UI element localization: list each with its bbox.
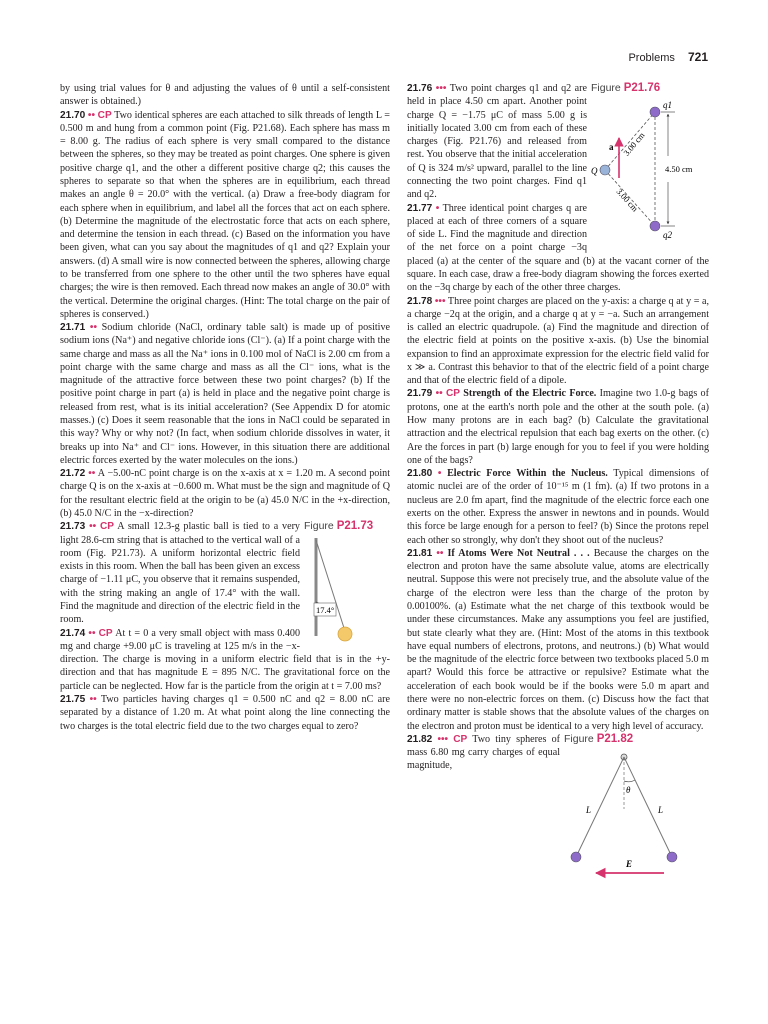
- left-column: [60, 82, 390, 733]
- length-label-right: L: [658, 804, 664, 815]
- problem-text: Imagine two 1.0-g bags of protons, one at the earth's north pole and the other at the south pole. (a) How many protons are in each bag? (b) Calculate the gravitational attraction and the electrical repulsion that each bag exerts on the other. (c) Are the forces in part (b) large enough for you to feel if you were holding one of the bags?: [407, 388, 709, 466]
- difficulty-dots: ••: [435, 388, 443, 400]
- figure-p21-82: [564, 733, 709, 883]
- page-number: 721: [687, 50, 708, 64]
- figure-number: P21.76: [623, 82, 661, 94]
- problem-title: Strength of the Electric Force.: [463, 388, 597, 400]
- problem-number: 21.71: [60, 322, 86, 334]
- sphere-left: [571, 852, 581, 862]
- problem-text: Because the charges on the electron and proton have the same absolute value, atoms are electrically neutral. Suppose this were not precisely true, and the absolute value of the charge of the electron were less than the charge of the proton by 0.00100%. (a) Estimate what the net charge of this textbook would be under these circumstances. Make any assumptions you feel are justified, but state clearly what they are. (Hint: Most of the atoms in this textbook have equal numbers of electrons, protons, and neutrons.) (b) What would be the magnitude of the electric force between two textbooks placed 5.0 m apart? Would this force be attractive or repulsive? Estimate what the acceleration of each book would be if the books were 5.0 m apart and there were no non-electric forces on them. (c) Discuss how the fact that ordinary matter is stable shows that the absolute values of the charges on the electron and proton must be identical to a very high level of accuracy.: [407, 547, 709, 732]
- problem-21-73: [60, 520, 390, 626]
- problem-21-70: [60, 109, 390, 322]
- figure-label: [591, 82, 660, 94]
- difficulty-dots: ••: [89, 521, 97, 533]
- figure-word: Figure: [564, 732, 594, 745]
- problem-text: Two identical spheres are each attached to silk threads of length L = 0.500 m and hung from a common point (Fig. P21.68). Each sphere has mass m = 8.00 g. The radius of each sphere is very small compared to the distance between the spheres, so they may be treated as point charges. One sphere is given positive charge q1, and the other a different positive charge q2; this causes the spheres to separate so that when the spheres are in equilibrium, each thread makes an angle θ = 20.0° with the vertical. (a) Draw a free-body diagram for each sphere when in equilibrium, and label all the forces that act on each sphere. (b) Determine the magnitude of the electrostatic force that acts on each sphere, and determine the tension in each thread. (c) Based on the information you have been given, what can you say about the magnitudes of q1 and q2? Explain your answers. (d) A small wire is now connected between the spheres, allowing charge to be transferred from one sphere to the other until the two spheres have equal charges; the wire is then removed. Each thread now makes an angle of 30.0° with the vertical. Determine the original charges. (Hint: The total charge on the pair of spheres is conserved.): [60, 109, 390, 320]
- problem-21-72: [60, 467, 390, 520]
- difficulty-dots: ••: [89, 322, 97, 334]
- problem-text: Typical dimensions of atomic nuclei are of the order of 10⁻¹⁵ m (1 fm). (a) If two protons in a nucleus are 2.0 fm apart, find the magnitude of the electric force each one exerts on the other. Express the answer in newtons and in pounds. Would this force be large enough for a person to feel? (b) Since the protons repel each other so strongly, why don't they shoot out of the nucleus?: [407, 468, 709, 546]
- thread-left: [576, 757, 624, 857]
- problem-number: 21.74: [60, 627, 86, 639]
- theta-label: θ: [626, 784, 631, 795]
- difficulty-dots: ••: [89, 693, 97, 705]
- header-title: Problems: [628, 52, 675, 64]
- distance-label-2: 3.00 cm: [614, 186, 641, 214]
- thread-right: [624, 757, 672, 857]
- right-column: [407, 82, 709, 883]
- charge-q1-label: q1: [663, 100, 672, 110]
- continued-text: by using trial values for θ and adjusting the values of θ until a self-consistent answer is obtained.): [60, 83, 390, 108]
- figure-p21-73-drawing: [304, 536, 390, 642]
- cp-tag: CP: [97, 109, 112, 121]
- problem-21-71: [60, 321, 390, 467]
- problem-text: Two tiny spheres of mass 6.80 mg carry charges of equal magnitude,: [407, 733, 560, 772]
- problem-number: 21.76: [407, 83, 433, 94]
- problem-number: 21.82: [407, 733, 433, 745]
- problem-21-81: [407, 547, 709, 733]
- problem-21-75: [60, 693, 390, 733]
- running-header: [628, 50, 708, 64]
- figure-word: Figure: [304, 520, 334, 533]
- figure-number: P21.73: [336, 520, 374, 533]
- problem-number: 21.73: [60, 521, 86, 533]
- angle-arc: [624, 780, 635, 782]
- problem-title: Electric Force Within the Nucleus.: [447, 468, 608, 480]
- difficulty-dots: ••: [88, 627, 96, 639]
- problem-title: If Atoms Were Not Neutral . . .: [447, 547, 590, 559]
- problem-number: 21.72: [60, 468, 86, 480]
- figure-label: [304, 520, 373, 532]
- difficulty-dots: •: [435, 202, 440, 214]
- difficulty-dots: •••: [434, 295, 446, 307]
- problem-text: At t = 0 a very small object with mass 0.400 mg and charge +9.00 μC is traveling at 125 m/s in the −x-direction. The charge is moving in a uniform electric field that is in the +y-direction and that has magnitude E = 895 N/C. The gravitational force on the particle can be neglected. How far is the particle from the origin at t = 7.00 ms?: [60, 627, 390, 692]
- charge-q1: [650, 107, 660, 117]
- problem-number: 21.78: [407, 295, 433, 307]
- sphere-right: [667, 852, 677, 862]
- distance-label-1: 3.00 cm: [621, 130, 647, 158]
- charge-q2-label: q2: [663, 230, 672, 240]
- problem-number: 21.77: [407, 202, 433, 214]
- problem-text: Sodium chloride (NaCl, ordinary table salt) is made up of positive sodium ions (Na⁺) and negative chloride ions (Cl⁻). (a) If a point charge with the same charge and mass as all the Na⁺ ions in 0.100 mol of NaCl is 2.00 cm from a point charge with the same charge and mass as all the Cl⁻ ions, what is the magnitude of the attractive force between these two point charges? (b) If the positive point charge in part (a) is held in place and the negative point charge is released from rest, what is its initial acceleration? (See Appendix D for atomic masses.) (c) Does it seem reasonable that the ions in NaCl could be separated in this way? Why or why not? (In fact, when sodium chloride dissolves in water, it breaks up into Na⁺ and Cl⁻ ions. However, in this situation there are additional electric forces exerted by the water molecules on the ions.): [60, 322, 391, 466]
- problem-21-78: [407, 295, 709, 388]
- figure-p21-76-drawing: [591, 98, 709, 246]
- length-label-left: L: [586, 804, 592, 815]
- problem-number: 21.80: [407, 468, 433, 480]
- acceleration-label: a: [609, 142, 614, 152]
- separation-label: 4.50 cm: [665, 164, 693, 174]
- cp-tag: CP: [453, 733, 468, 745]
- difficulty-dots: •••: [437, 733, 449, 745]
- problem-21-80: [407, 467, 709, 547]
- problem-21-82: [407, 732, 709, 869]
- cp-tag: CP: [100, 521, 115, 533]
- problem-text: Three point charges are placed on the y-axis: a charge q at y = a, a charge −2q at the origin, and a charge q at y = −a. Such an arrangement is called an electric quadrupole. (a) Find the magnitude and direction of the electric field at points on the positive x-axis. (b) Use the binomial expansion to find an approximate expression for the electric field valid for x ≫ a. Contrast this behavior to that of the electric field of a point charge and that of the electric field of a dipole.: [407, 295, 710, 387]
- charge-q2: [650, 221, 660, 231]
- difficulty-dots: •: [437, 468, 442, 480]
- charge-Q-label: Q: [591, 166, 598, 176]
- field-label: E: [626, 858, 633, 869]
- problem-number: 21.75: [60, 693, 86, 705]
- problem-text: A small 12.3-g plastic ball is tied to a very light 28.6-cm string that is attached to the vertical wall of a room (Fig. P21.73). A uniform horizontal electric field exists in this room. When the ball has been given an excess charge of −1.11 μC, you observe that it remains suspended, with the string making an angle of 17.4° with the wall. Find the magnitude and direction of the electric field in the room.: [60, 521, 300, 626]
- problem-21-79: [407, 387, 709, 467]
- figure-number: P21.82: [596, 732, 634, 745]
- problem-text: Three identical point charges q are placed at each of three corners of a square of side L. Find the magnitude and direction of the net force on a point charge −3q placed (a) at the center of the square and (b) at the vacant corner of the square. In each case, draw a free-body diagram showing the forces exerted on the −3q charge by each of the other three charges.: [407, 202, 709, 294]
- charge-Q: [600, 165, 610, 175]
- difficulty-dots: ••: [88, 468, 96, 480]
- cp-tag: CP: [445, 388, 460, 400]
- difficulty-dots: ••: [436, 547, 444, 559]
- problem-text: Two point charges q1 and q2 are held in place 4.50 cm apart. Another point charge Q = −1.75 μC of mass 5.00 g is initially located 3.00 cm from each of these charges (Fig. P21.76) and released from rest. You observe that the initial acceleration of Q is 324 m/s² upward, parallel to the line connecting the two point charges. Find q1 and q2.: [407, 83, 588, 201]
- figure-word: Figure: [591, 82, 621, 94]
- problem-text: Two particles having charges q1 = 0.500 nC and q2 = 8.00 nC are separated by a distance of 1.20 m. At what point along the line connecting the two charges is the total electric field due to the two charges equal to zero?: [60, 693, 391, 732]
- cp-tag: CP: [98, 627, 113, 639]
- figure-p21-73: [304, 520, 390, 644]
- figure-label: [564, 733, 633, 745]
- difficulty-dots: •••: [435, 83, 447, 94]
- plastic-ball: [338, 627, 352, 641]
- angle-label: 17.4°: [316, 605, 335, 616]
- problem-number: 21.79: [407, 388, 433, 400]
- problem-number: 21.70: [60, 109, 86, 121]
- problem-text: A −5.00-nC point charge is on the x-axis at x = 1.20 m. A second point charge Q is on the x-axis at −0.600 m. What must be the sign and magnitude of Q for the resultant electric field at the origin to be (a) 45.0 N/C in the +x-direction, (b) 45.0 N/C in the −x-direction?: [60, 468, 391, 519]
- figure-p21-82-drawing: [564, 749, 709, 883]
- problem-number: 21.81: [407, 547, 433, 559]
- difficulty-dots: ••: [87, 109, 95, 121]
- figure-p21-76: [591, 82, 709, 248]
